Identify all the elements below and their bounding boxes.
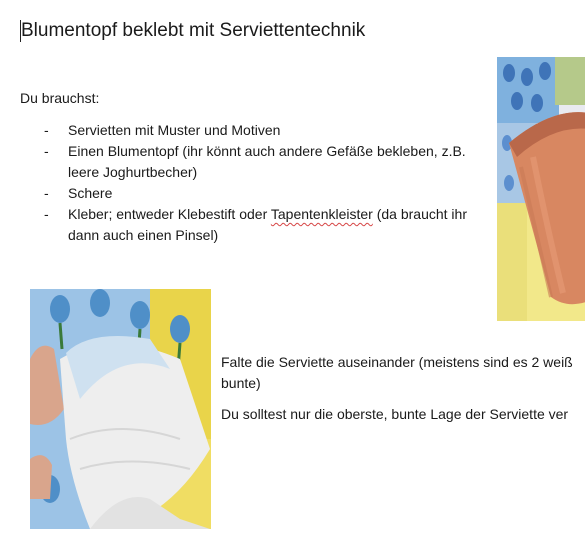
list-bullet: - [44,143,49,159]
list-item-text: Servietten mit Muster und Motiven [68,122,281,138]
step-paragraph-top-layer[interactable]: Du solltest nur die oberste, bunte Lage der Serviette ver [221,406,569,422]
list-bullet: - [44,185,49,201]
materials-intro[interactable]: Du brauchst: [20,90,100,106]
list-item-text-start: Kleber; entweder Klebestift oder [68,206,271,222]
list-item[interactable] [40,183,490,204]
list-item[interactable] [40,204,490,246]
list-item[interactable] [40,141,490,183]
document-title[interactable]: Blumentopf beklebt mit Serviettentechnik [21,20,366,41]
materials-list [40,120,490,246]
list-bullet: - [44,122,49,138]
flower-pot-photo[interactable] [497,57,585,321]
list-item[interactable] [40,120,490,141]
list-bullet: - [44,206,49,222]
step-paragraph-line: Falte die Serviette auseinander (meistens sind es 2 weiß [221,354,573,370]
list-item-text: Einen Blumentopf (ihr könnt auch andere Gefäße bekleben, z.B. leere Joghurtbecher) [68,143,466,180]
spelling-error-word[interactable]: Tapentenkleister [270,206,373,222]
list-item-text [68,206,467,243]
list-item-text-end: (da braucht ihr dann auch einen Pinsel) [68,206,467,243]
napkin-layer-photo[interactable] [30,289,211,529]
step-paragraph-unfold[interactable] [221,352,573,394]
step-paragraph-line: bunte) [221,375,261,391]
list-item-text: Schere [68,185,113,201]
